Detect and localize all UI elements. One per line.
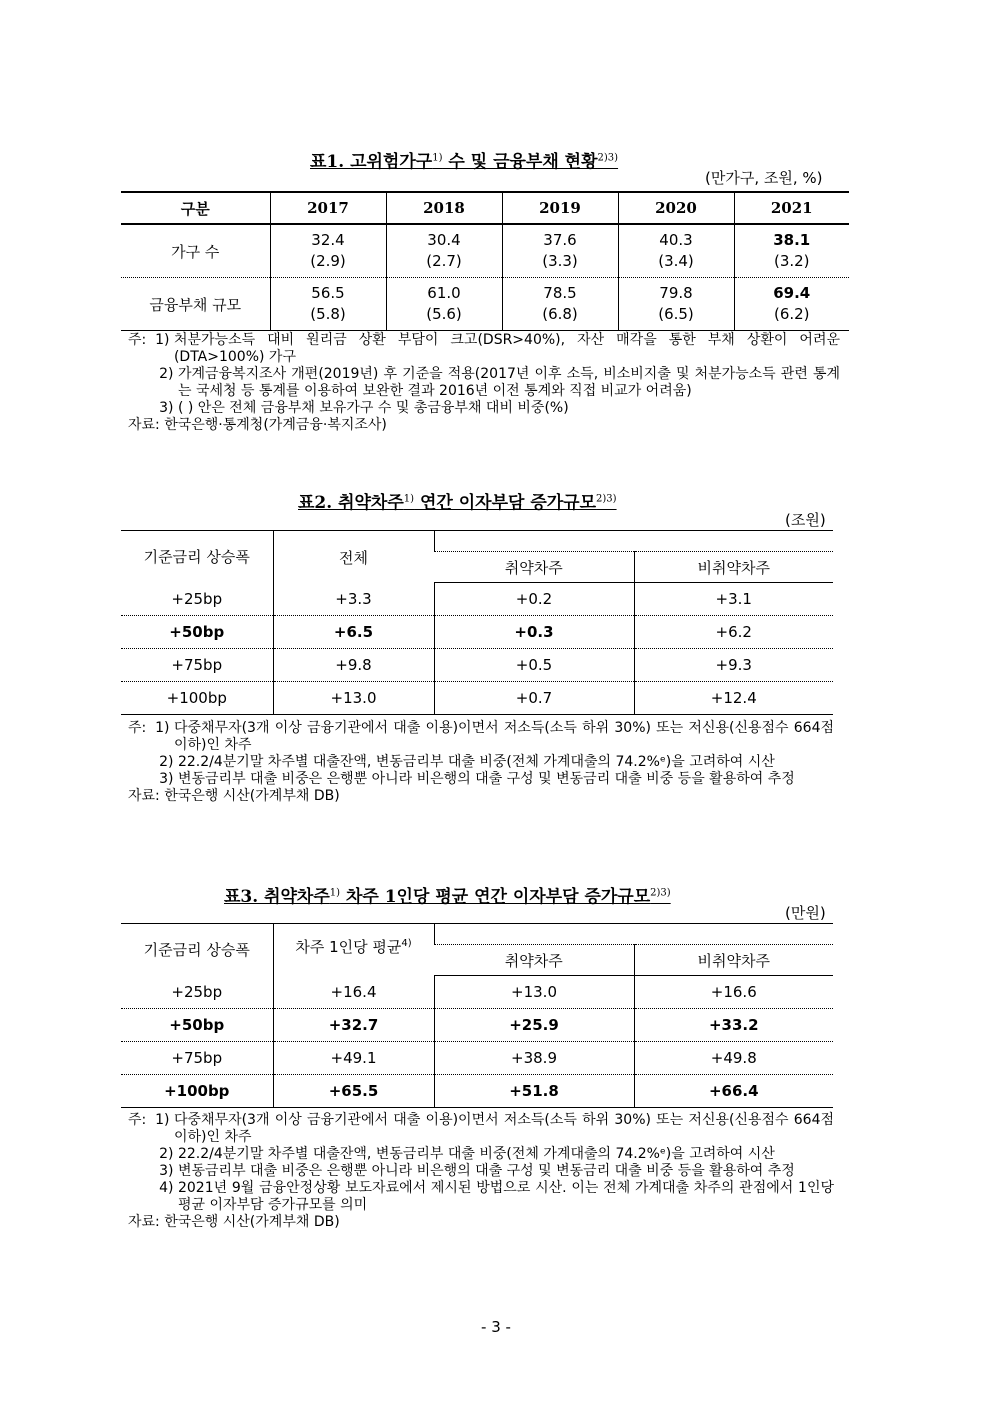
table1-cell — [734, 224, 849, 278]
table2-vulnerable: +0.2 — [434, 583, 634, 616]
footnote — [128, 1163, 834, 1180]
table1-share: (5.6) — [426, 305, 462, 323]
table2-row — [121, 616, 833, 649]
table2-title-text: 표2. 취약차주 — [298, 493, 404, 513]
table3-nonvulnerable: +33.2 — [634, 1009, 833, 1042]
table3-header-total-label: 차주 1인당 평균 — [295, 938, 402, 956]
table2-rate: +100bp — [121, 682, 273, 715]
table3-header-row — [121, 924, 833, 945]
footnote-label: 2) — [128, 366, 178, 382]
table3-vulnerable: +25.9 — [434, 1009, 634, 1042]
table2-vulnerable: +0.3 — [434, 616, 634, 649]
table3-rate: +50bp — [121, 1009, 273, 1042]
footnote-text: 변동금리부 대출 비중은 은행뿐 아니라 비은행의 대출 구성 및 변동금리 대출 비중 등을 활용하여 추정 — [177, 1163, 795, 1179]
footnote-text: 다중채무자(3개 이상 금융기관에서 대출 이용)이면서 저소득(소득 하위 30%) 또는 저신용(신용점수 664점 이하)인 차주 — [173, 720, 834, 753]
table3-row — [121, 1042, 833, 1075]
table2-title-sup1: 1) — [403, 493, 415, 505]
table3-nonvulnerable: +49.8 — [634, 1042, 833, 1075]
table3-nonvulnerable: +66.4 — [634, 1075, 833, 1108]
table3-vulnerable: +13.0 — [434, 976, 634, 1009]
table1-share: (2.9) — [310, 252, 346, 270]
table2 — [121, 530, 833, 715]
table2-title-sup2: 2)3) — [596, 493, 617, 505]
table1-notes — [128, 332, 840, 434]
table1-unit: (만가구, 조원, %) — [705, 169, 823, 187]
table1-value: 56.5 — [311, 284, 345, 302]
table2-rate: +50bp — [121, 616, 273, 649]
footnote-text: 22.2/4분기말 차주별 대출잔액, 변동금리부 대출 비중(전체 가계대출의 74.2%ᵉ)을 고려하여 시산 — [177, 754, 775, 770]
table1-cell — [386, 278, 502, 331]
table3-unit: (만원) — [785, 904, 826, 922]
footnote-label: 3) — [128, 1163, 178, 1179]
table2-source: 자료: 한국은행 시산(가계부채 DB) — [128, 788, 340, 804]
table3-header-vulnerable: 취약차주 — [434, 945, 634, 976]
table1-share: (6.2) — [773, 305, 810, 323]
footnote — [128, 1180, 834, 1214]
footnote-label: 3) — [128, 400, 178, 416]
table1-share: (3.3) — [542, 252, 578, 270]
table1-cell — [618, 278, 734, 331]
table3-notes — [128, 1112, 834, 1231]
table3-title-sup2: 2)3) — [650, 887, 671, 899]
table1-header-row — [121, 192, 849, 224]
table1-share: (3.4) — [658, 252, 694, 270]
footnote-text: ( ) 안은 전체 금융부채 보유가구 수 및 총금융부채 대비 비중(%) — [177, 400, 569, 416]
footnote-label: 3) — [128, 771, 178, 787]
page-number: - 3 - — [481, 1318, 511, 1336]
table1-title-rest: 수 및 금융부채 현황 — [442, 152, 598, 172]
table2-header-nonvulnerable: 비취약차주 — [634, 552, 833, 583]
table3-total: +16.4 — [273, 976, 434, 1009]
table3-rate: +75bp — [121, 1042, 273, 1075]
footnote-text: 변동금리부 대출 비중은 은행뿐 아니라 비은행의 대출 구성 및 변동금리 대출 비중 등을 활용하여 추정 — [177, 771, 795, 787]
table1-value: 38.1 — [773, 231, 811, 249]
table1-cell — [734, 278, 849, 331]
table1-title-sup2: 2)3) — [597, 152, 619, 164]
table1-cell — [270, 224, 386, 278]
table1-header-cell: 2019 — [502, 192, 618, 224]
table3-title-text: 표3. 취약차주 — [224, 887, 330, 907]
table1-header-cell: 구분 — [121, 192, 270, 224]
table3-source: 자료: 한국은행 시산(가계부채 DB) — [128, 1214, 340, 1230]
table1-row-label: 금융부채 규모 — [121, 278, 270, 331]
table3-title-rest: 차주 1인당 평균 연간 이자부담 증가규모 — [340, 887, 651, 907]
footnote-label: 2) — [128, 1146, 178, 1162]
table1-share: (6.8) — [542, 305, 578, 323]
table2-nonvulnerable: +6.2 — [634, 616, 833, 649]
table2-header-total: 전체 — [273, 531, 434, 583]
table1-source: 자료: 한국은행·통계청(가계금융·복지조사) — [128, 417, 387, 433]
table2-rate: +75bp — [121, 649, 273, 682]
table1-header-cell: 2017 — [270, 192, 386, 224]
table1-cell — [502, 224, 618, 278]
table1-title-sup1: 1) — [432, 152, 443, 164]
table2-nonvulnerable: +12.4 — [634, 682, 833, 715]
footnote-text: 가계금융복지조사 개편(2019년) 후 기준을 적용(2017년 이후 소득, 비소비지출 및 처분가능소득 관련 통계는 국세청 등 통계를 이용하여 보완한 결과 2016년 이전 통계와 직접 비교가 어려움) — [177, 366, 840, 399]
footnote — [128, 332, 840, 366]
footnote-label: 주: 1) — [128, 332, 174, 348]
table1-cell — [270, 278, 386, 331]
table1-value: 79.8 — [659, 284, 693, 302]
footnote-label: 2) — [128, 754, 178, 770]
table1-value: 30.4 — [427, 231, 461, 249]
table2-rate: +25bp — [121, 583, 273, 616]
table2-row — [121, 583, 833, 616]
table1-cell — [386, 224, 502, 278]
table1-share: (3.2) — [773, 252, 810, 270]
table1-cell — [502, 278, 618, 331]
footnote — [128, 1146, 834, 1163]
table3-rate: +25bp — [121, 976, 273, 1009]
table3-title — [224, 882, 671, 907]
footnote — [128, 400, 840, 417]
table3 — [121, 923, 833, 1108]
table1-header-cell: 2020 — [618, 192, 734, 224]
table1-value: 78.5 — [543, 284, 577, 302]
table1-share: (5.8) — [310, 305, 346, 323]
table3-vulnerable: +51.8 — [434, 1075, 634, 1108]
table2-header-rate: 기준금리 상승폭 — [121, 531, 273, 583]
table2-header-spacer — [434, 531, 833, 552]
table1-value: 37.6 — [543, 231, 577, 249]
table3-header-total-sup: 4) — [401, 938, 412, 949]
table3-nonvulnerable: +16.6 — [634, 976, 833, 1009]
table1-row — [121, 278, 849, 331]
table2-total: +9.8 — [273, 649, 434, 682]
footnote — [128, 771, 834, 788]
table2-total: +3.3 — [273, 583, 434, 616]
footnote-label: 주: 1) — [128, 1112, 174, 1128]
table2-vulnerable: +0.7 — [434, 682, 634, 715]
table1-row — [121, 224, 849, 278]
table3-vulnerable: +38.9 — [434, 1042, 634, 1075]
footnote-text: 다중채무자(3개 이상 금융기관에서 대출 이용)이면서 저소득(소득 하위 30%) 또는 저신용(신용점수 664점 이하)인 차주 — [173, 1112, 834, 1145]
table3-total: +32.7 — [273, 1009, 434, 1042]
table3-row — [121, 1075, 833, 1108]
table1-cell — [618, 224, 734, 278]
table2-total: +13.0 — [273, 682, 434, 715]
table2-header-vulnerable: 취약차주 — [434, 552, 634, 583]
table1-row-label: 가구 수 — [121, 224, 270, 278]
table1 — [121, 191, 849, 331]
table2-title — [298, 488, 617, 513]
table3-header-rate: 기준금리 상승폭 — [121, 924, 273, 976]
table2-vulnerable: +0.5 — [434, 649, 634, 682]
table1-title — [310, 147, 618, 172]
table1-header-cell: 2018 — [386, 192, 502, 224]
table1-share: (2.7) — [426, 252, 462, 270]
table1-share: (6.5) — [658, 305, 694, 323]
table3-row — [121, 1009, 833, 1042]
table3-header-total — [273, 924, 434, 976]
footnote-text: 22.2/4분기말 차주별 대출잔액, 변동금리부 대출 비중(전체 가계대출의 74.2%ᵉ)을 고려하여 시산 — [177, 1146, 775, 1162]
table3-header-nonvulnerable: 비취약차주 — [634, 945, 833, 976]
table1-value: 32.4 — [311, 231, 345, 249]
table2-nonvulnerable: +9.3 — [634, 649, 833, 682]
table2-notes — [128, 720, 834, 805]
table3-header-spacer — [434, 924, 833, 945]
footnote-label: 주: 1) — [128, 720, 174, 736]
table1-header-cell: 2021 — [734, 192, 849, 224]
footnote — [128, 754, 834, 771]
table2-row — [121, 649, 833, 682]
table3-total: +65.5 — [273, 1075, 434, 1108]
footnote — [128, 366, 840, 400]
table1-value: 61.0 — [427, 284, 461, 302]
table1-title-text: 표1. 고위험가구 — [310, 152, 433, 172]
table3-rate: +100bp — [121, 1075, 273, 1108]
footnote-text: 2021년 9월 금융안정상황 보도자료에서 제시된 방법으로 시산. 이는 전체 가계대출 차주의 관점에서 1인당 평균 이자부담 증가규모를 의미 — [177, 1180, 834, 1213]
table3-title-sup1: 1) — [329, 887, 341, 899]
table2-unit: (조원) — [785, 511, 826, 529]
footnote-label: 4) — [128, 1180, 178, 1196]
table2-header-row — [121, 531, 833, 552]
table3-total: +49.1 — [273, 1042, 434, 1075]
footnote — [128, 1112, 834, 1146]
table1-value: 40.3 — [659, 231, 693, 249]
table1-value: 69.4 — [773, 284, 811, 302]
table2-title-rest: 연간 이자부담 증가규모 — [414, 493, 597, 513]
footnote-text: 처분가능소득 대비 원리금 상환 부담이 크고(DSR>40%), 자산 매각을 통한 부채 상환이 어려운(DTA>100%) 가구 — [173, 332, 840, 365]
table3-row — [121, 976, 833, 1009]
footnote — [128, 720, 834, 754]
table2-nonvulnerable: +3.1 — [634, 583, 833, 616]
table2-total: +6.5 — [273, 616, 434, 649]
table2-row — [121, 682, 833, 715]
